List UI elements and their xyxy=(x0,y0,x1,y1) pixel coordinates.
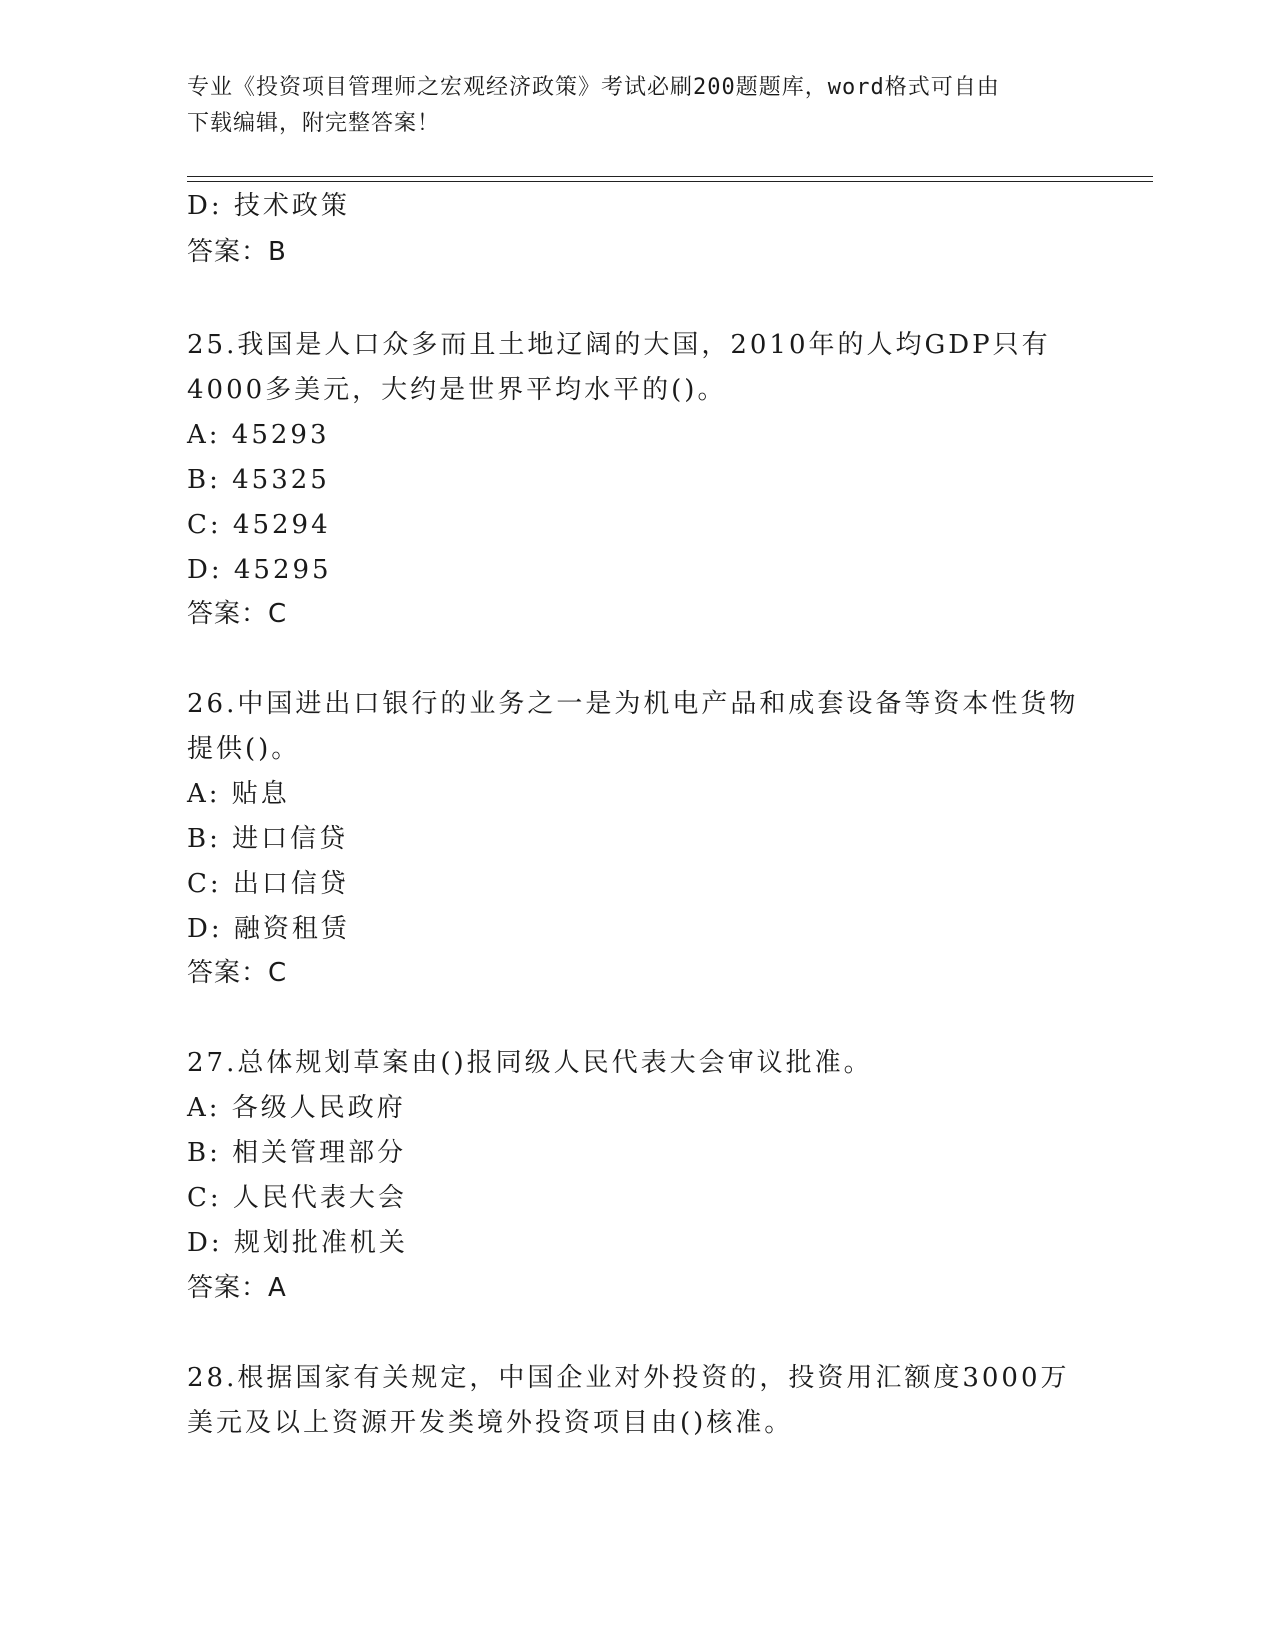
option-d: D: 技术政策 xyxy=(187,191,350,221)
question-25-line-2: 4000多美元，大约是世界平均水平的()。 xyxy=(187,375,727,405)
question-26-line-1: 26.中国进出口银行的业务之一是为机电产品和成套设备等资本性货物 xyxy=(187,689,1079,719)
answer: 答案：B xyxy=(187,237,287,267)
header-line-2: 下载编辑，附完整答案！ xyxy=(187,111,441,136)
question-25-option-a: A: 45293 xyxy=(187,420,330,450)
question-27-answer: 答案：A xyxy=(187,1273,287,1303)
question-27-option-b: B: 相关管理部分 xyxy=(187,1138,407,1168)
question-26-option-a: A: 贴息 xyxy=(187,779,290,809)
question-25-option-b: B: 45325 xyxy=(187,465,330,495)
question-27-line-1: 27.总体规划草案由()报同级人民代表大会审议批准。 xyxy=(187,1048,873,1078)
question-25-option-d: D: 45295 xyxy=(187,555,332,585)
question-25-answer: 答案：C xyxy=(187,599,288,629)
question-26-line-2: 提供()。 xyxy=(187,734,301,764)
question-27-option-c: C: 人民代表大会 xyxy=(187,1183,407,1213)
question-25-line-1: 25.我国是人口众多而且土地辽阔的大国，2010年的人均GDP只有 xyxy=(187,330,1051,360)
header-divider-top xyxy=(187,176,1153,177)
header-line-1: 专业《投资项目管理师之宏观经济政策》考试必刷200题题库，word格式可自由 xyxy=(187,75,1000,100)
question-26-answer: 答案：C xyxy=(187,958,288,988)
header-divider-bottom xyxy=(187,181,1153,182)
question-26-option-b: B: 进口信贷 xyxy=(187,824,349,854)
question-26-option-c: C: 出口信贷 xyxy=(187,869,349,899)
question-26-option-d: D: 融资租赁 xyxy=(187,914,350,944)
question-28-line-2: 美元及以上资源开发类境外投资项目由()核准。 xyxy=(187,1408,794,1438)
question-27-option-a: A: 各级人民政府 xyxy=(187,1093,406,1123)
question-27-option-d: D: 规划批准机关 xyxy=(187,1228,408,1258)
question-25-option-c: C: 45294 xyxy=(187,510,331,540)
document-header xyxy=(187,70,1087,142)
question-28-line-1: 28.根据国家有关规定，中国企业对外投资的，投资用汇额度3000万 xyxy=(187,1363,1070,1393)
